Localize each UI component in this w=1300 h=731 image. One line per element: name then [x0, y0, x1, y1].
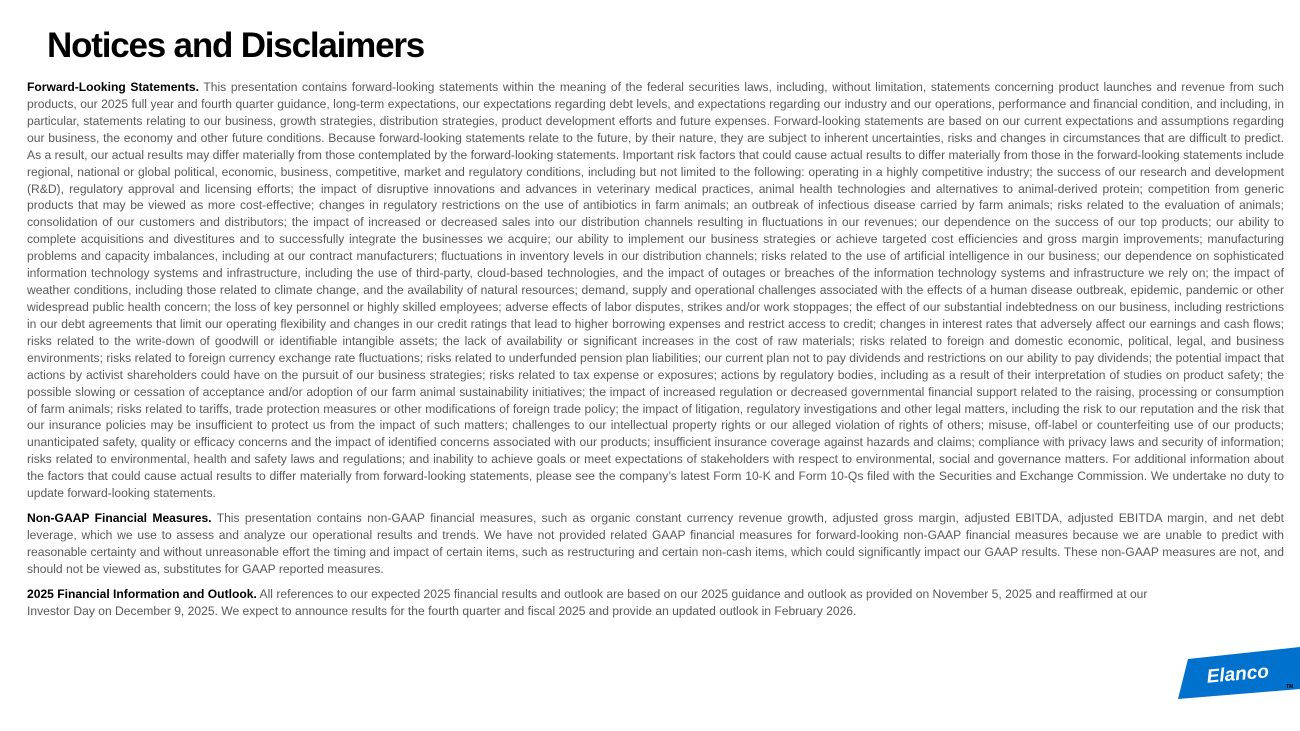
forward-looking-statements-text: This presentation contains forward-looking statements within the meaning of the federal securities laws, including, without limitation, statements concerning product launches and revenue from such products, our 2025 full year and fourth quarter guidance, long-term expectations, our expectations regarding debt levels, and expectations regarding our industry and our operations, performance and financial condition, and including, in particular, statements relating to our business, growth strategies, distribution strategies, product development efforts and future expenses. Forward-looking statements are based on our current expectations and assumptions regarding our business, the economy and other future conditions. Because forward-looking statements relate to the future, by their nature, they are subject to inherent uncertainties, risks and changes in circumstances that are difficult to predict. As a result, our actual results may differ materially from those contemplated by the forward-looking statements. Important risk factors that could cause actual results to differ materially from those in the forward-looking statements include regional, national or global political, economic, business, competitive, market and regulatory conditions, including but not limited to the following: operating in a highly competitive industry; the success of our research and development (R&D), regulatory approval and licensing efforts; the impact of disruptive innovations and advances in veterinary medical practices, animal health technologies and alternatives to animal-derived protein; competition from generic products that may be viewed as more cost-effective; changes in regulatory restrictions on the use of antibiotics in farm animals; an outbreak of infectious disease carried by farm animals; risks related to the evaluation of animals; consolidation of our customers and distributors; the impact of increased or decreased sales into our distribution channels resulting in fluctuations in our revenues; our dependence on the success of our top products; our ability to complete acquisitions and divestitures and to successfully integrate the businesses we acquire; our ability to implement our business strategies or achieve targeted cost efficiencies and gross margin improvements; manufacturing problems and capacity imbalances, including at our contract manufacturers; fluctuations in inventory levels in our distribution channels; risks related to the use of artificial intelligence in our business; our dependence on sophisticated information technology systems and infrastructure, including the use of third-party, cloud-based technologies, and the impact of outages or breaches of the information technology systems and infrastructure we rely on; the impact of weather conditions, including those related to climate change, and the availability of natural resources; demand, supply and operational challenges associated with the effects of a human disease outbreak, epidemic, pandemic or other widespread public health concern; the loss of key personnel or highly skilled employees; adverse effects of labor disputes, strikes and/or work stoppages; the effect of our substantial indebtedness on our business, including restrictions in our debt agreements that limit our operating flexibility and changes in our credit ratings that lead to higher borrowing expenses and restrict access to credit; changes in interest rates that adversely affect our earnings and cash flows; risks related to the write-down of goodwill or identifiable intangible assets; the lack of availability or significant increases in the cost of raw materials; risks related to foreign and domestic economic, political, legal, and business environments; risks related to foreign currency exchange rate fluctuations; risks related to underfunded pension plan liabilities; our current plan not to pay dividends and restrictions on our ability to pay dividends; the potential impact that actions by activist shareholders could have on the pursuit of our business strategies; risks related to tax expense or exposures; actions by regulatory bodies, including as a result of their interpretation of studies on product safety; the possible slowing or cessation of acceptance and/or adoption of our farm animal sustainability initiatives; the impact of increased regulation or decreased governmental financial support related to the raising, processing or consumption of farm animals; risks related to tariffs, trade protection measures or other modifications of foreign trade policy; the impact of litigation, regulatory investigations and other legal matters, including the risk to our reputation and the risk that our insurance policies may be insufficient to protect us from the impact of such matters; challenges to our intellectual property rights or our alleged violation of rights of others; misuse, off-label or counterfeiting use of our products; unanticipated safety, quality or efficacy concerns and the impact of identified concerns associated with our products; insufficient insurance coverage against hazards and claims; compliance with privacy laws and security of information; risks related to environmental, health and safety laws and regulations; and inability to achieve goals or meet expectations of stakeholders with respect to environmental, social and governance matters. For additional information about the factors that could cause actual results to differ materially from forward-looking statements, please see the company’s latest Form 10-K and Form 10-Qs filed with the Securities and Exchange Commission. We undertake no duty to update forward-looking statements. [27, 80, 1284, 501]
financial-outlook-paragraph [27, 586, 1177, 620]
forward-looking-statements-paragraph [27, 79, 1284, 502]
page-title: Notices and Disclaimers [47, 26, 425, 65]
non-gaap-measures-text: This presentation contains non-GAAP financial measures, such as organic constant currency revenue growth, adjusted gross margin, adjusted EBITDA, adjusted EBITDA margin, and net debt leverage, which we use to assess and analyze our operational results and trends. We have not provided related GAAP financial measures for forward-looking non-GAAP financial measures because we are unable to predict with reasonable certainty and without unreasonable effort the timing and impact of certain items, such as restructuring and certain non-cash items, which could significantly impact our GAAP results. These non-GAAP measures are not, and should not be viewed as, substitutes for GAAP reported measures. [27, 511, 1284, 576]
disclaimer-body [27, 79, 1284, 620]
forward-looking-statements-heading: Forward-Looking Statements. [27, 80, 199, 94]
financial-outlook-text: All references to our expected 2025 financial results and outlook are based on our 2025 guidance and outlook as provided on November 5, 2025 and reaffirmed at our Investor Day on December 9, 2025. We expect to announce results for the fourth quarter and fiscal 2025 and provide an updated outlook in February 2026. [27, 586, 1148, 618]
elanco-logo [1178, 647, 1300, 699]
elanco-logo-wordmark: Elanco [1205, 661, 1270, 688]
trademark-symbol: TM [1286, 684, 1294, 690]
financial-outlook-heading: 2025 Financial Information and Outlook. [27, 586, 257, 601]
non-gaap-measures-heading: Non-GAAP Financial Measures. [27, 511, 212, 526]
non-gaap-measures-paragraph [27, 510, 1284, 578]
